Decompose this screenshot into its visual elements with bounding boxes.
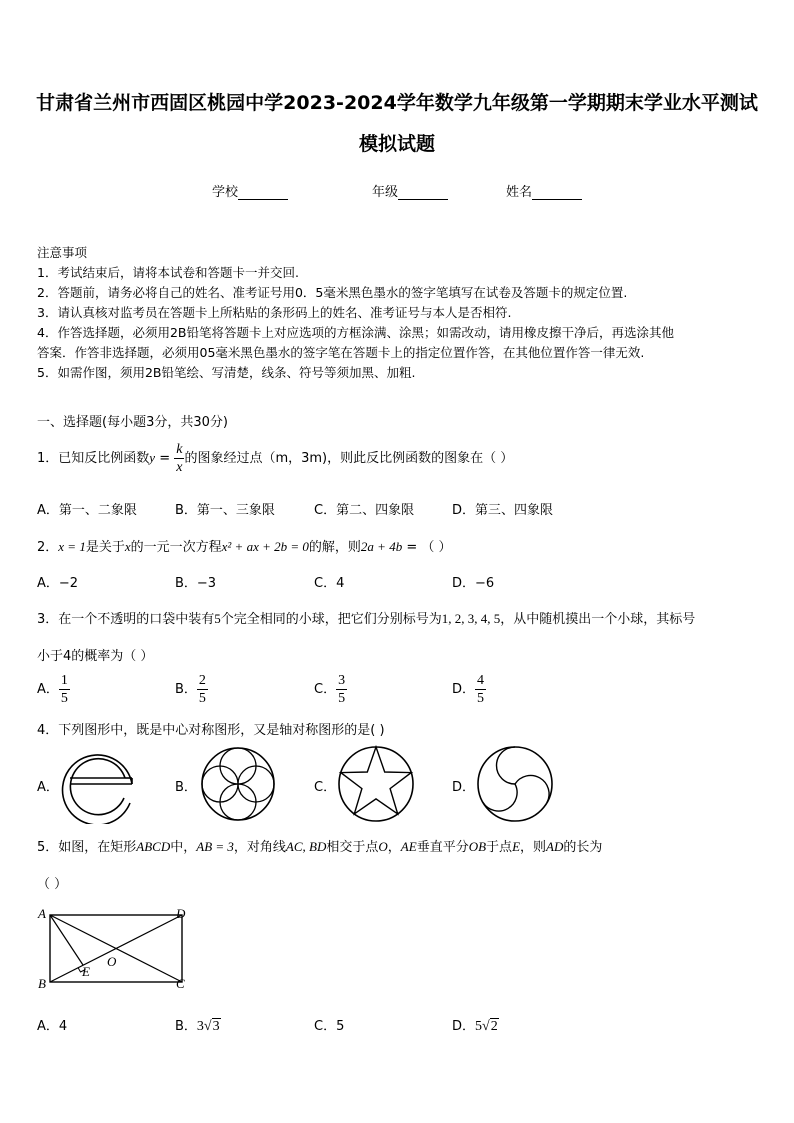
q4d-swirl-1 <box>497 747 516 784</box>
q3-b-num: 2 <box>198 673 206 688</box>
q5-diag: AC, BD <box>285 839 327 854</box>
q5-d-coef: 5 <box>475 1019 483 1034</box>
q2-mid2: 的一元一次方程 <box>130 540 222 555</box>
q3-option-a-label: A． <box>37 682 59 697</box>
q5-text: 相交于点 <box>326 840 379 855</box>
q5-rectangle-figure <box>36 904 196 992</box>
q5-label-e: E <box>82 964 90 979</box>
q1-option-b: B．第一、三象限 <box>175 503 275 518</box>
q5-label-a: A <box>38 906 46 921</box>
q3-a-num: 1 <box>60 673 68 688</box>
q5-label-o: O <box>107 954 117 969</box>
q4b-petal-bottom <box>220 784 256 820</box>
q4-option-c-label: C． <box>314 780 337 795</box>
q3-b-den: 5 <box>198 691 206 706</box>
q4-option-a-label: A． <box>37 780 59 795</box>
q5-ad: AD <box>546 839 564 854</box>
q4-option-d-label: D． <box>452 780 476 795</box>
q2-equation: x² + ax + 2b = 0 <box>221 539 309 554</box>
q5-b-rad: 3 <box>212 1019 220 1034</box>
q5-option-c-value: 5 <box>336 1019 345 1034</box>
notes-item: 5．如需作图，须用2B铅笔绘、写清楚，线条、符号等须加黑、加粗. <box>37 365 416 380</box>
q2-option-a: A．−2 <box>37 576 79 591</box>
notes-item: 2．答题前，请务必将自己的姓名、准考证号用0．5毫米黑色墨水的签字笔填写在试卷及答题卡的规定位置. <box>37 285 628 300</box>
q3-five: 5 <box>214 611 221 626</box>
q2-post: = （ ） <box>402 540 452 555</box>
q2-mid1: 是关于 <box>85 540 125 555</box>
name-label: 姓名 <box>506 185 533 200</box>
question-1 <box>37 441 513 476</box>
notes-item: 4．作答选择题，必须用2B铅笔将答题卡上对应选项的方框涂满、涂黑；如需改动，请用橡皮擦干净后，再选涂其他 <box>37 325 674 340</box>
q5-option-d-label: D． <box>452 1019 476 1034</box>
q4-figure-c <box>336 744 416 824</box>
q3-option-b <box>175 672 208 707</box>
q5-text: 的长为 <box>563 840 603 855</box>
q2-expr: 2a + 4b <box>360 539 403 554</box>
notes-block <box>37 243 674 383</box>
q5-text: 于点 <box>486 840 513 855</box>
q3-option-c-label: C． <box>314 682 337 697</box>
q1-num: k <box>176 442 183 457</box>
q5-text: ， <box>387 840 401 855</box>
notes-item: 答案．作答非选择题，必须用05毫米黑色墨水的签字笔在答题卡上的指定位置作答，在其他位置作答一律无效. <box>37 345 645 360</box>
q1-y: y <box>149 450 156 465</box>
q5-d-rad: 2 <box>490 1019 498 1034</box>
q5-e: E <box>512 839 521 854</box>
q5-label-c: C <box>176 976 185 991</box>
q3-d-den: 5 <box>477 691 485 706</box>
q3-nums: 1, 2, 3, 4, 5 <box>441 611 501 626</box>
q4b-petal-top <box>220 748 256 784</box>
q5-segment-ae <box>50 915 83 965</box>
q5-text: 垂直平分 <box>416 840 469 855</box>
q2-cond: x = 1 <box>58 539 86 554</box>
q3-option-b-fraction <box>197 672 208 707</box>
q1-den: x <box>176 460 183 475</box>
question-5-line1 <box>37 836 602 855</box>
q2-var: x <box>124 539 131 554</box>
question-3-line1 <box>37 608 695 627</box>
q3-c-den: 5 <box>338 691 346 706</box>
q2-option-c: C．4 <box>314 576 345 591</box>
q4c-circle <box>339 747 413 821</box>
q4-figure-d <box>474 744 556 824</box>
q5-option-b <box>175 1015 221 1035</box>
q3-line1a: 3．在一个不透明的口袋中装有 <box>37 612 215 627</box>
q1-option-d: D．第三、四象限 <box>452 503 554 518</box>
q3-a-den: 5 <box>60 691 68 706</box>
q5-ab: AB = 3 <box>196 839 234 854</box>
q3-option-d-fraction <box>475 672 486 707</box>
q1-pre: 1．已知反比例函数 <box>37 451 150 466</box>
q3-line1b: 个完全相同的小球，把它们分别标号为 <box>220 612 442 627</box>
section-heading: 一、选择题(每小题3分，共30分) <box>37 415 228 430</box>
school-field <box>212 181 288 200</box>
q5-option-c <box>314 1015 344 1034</box>
question-2 <box>37 536 452 555</box>
q3-option-a <box>37 672 70 707</box>
q1-fraction <box>174 441 184 476</box>
q4d-swirl-2 <box>515 775 549 802</box>
q5-ae: AE <box>400 839 417 854</box>
q5-rect: ABCD <box>136 839 171 854</box>
q4-option-b-label: B． <box>175 780 197 795</box>
paper-title-line2: 模拟试题 <box>358 133 435 155</box>
q1-post: 的图象经过点（m，3m)，则此反比例函数的图象在（ ） <box>184 451 514 466</box>
q5-o: O <box>378 839 388 854</box>
q3-option-d <box>452 672 486 707</box>
q5-label-d: D <box>176 906 186 921</box>
q1-option-c: C．第二、四象限 <box>314 503 415 518</box>
name-field <box>506 181 582 200</box>
q5-option-a-value: 4 <box>58 1019 68 1034</box>
q3-d-num: 4 <box>477 673 485 688</box>
notes-heading: 注意事项 <box>37 245 88 260</box>
q5-ob: OB <box>468 839 487 854</box>
q3-option-d-label: D． <box>452 682 476 697</box>
grade-field <box>372 181 448 200</box>
q4-figure-b <box>199 744 277 824</box>
school-label: 学校 <box>212 185 239 200</box>
q4a-outer-arc <box>63 755 132 824</box>
q2-option-d: D．−6 <box>452 576 495 591</box>
q1-eq: = <box>155 451 175 466</box>
q5-option-a <box>37 1015 67 1034</box>
q1-option-a: A．第一、二象限 <box>37 503 137 518</box>
q4b-petal-right <box>238 766 274 802</box>
name-blank <box>532 187 582 200</box>
q2-mid3: 的解，则 <box>308 540 361 555</box>
q2-pre: 2． <box>37 540 59 555</box>
q5-option-c-label: C． <box>314 1019 337 1034</box>
grade-label: 年级 <box>372 185 399 200</box>
question-4: 4．下列图形中，既是中心对称图形，又是轴对称图形的是( ) <box>37 723 385 738</box>
q5-text: ，对角线 <box>233 840 286 855</box>
q5-text: 中， <box>170 840 197 855</box>
q2-option-b: B．−3 <box>175 576 217 591</box>
q5-option-d-value: 5√2 <box>475 1019 498 1034</box>
q3-option-c <box>314 672 347 707</box>
q5-option-b-value: 3√3 <box>196 1019 220 1034</box>
q5-b-coef: 3 <box>196 1019 204 1034</box>
q5-text: ，则 <box>520 840 547 855</box>
notes-item: 1．考试结束后，请将本试卷和答题卡一并交回. <box>37 265 299 280</box>
q4b-petal-left <box>202 766 238 802</box>
paper-title-line1: 甘肃省兰州市西固区桃园中学2023-2024学年数学九年级第一学期期末学业水平测试 <box>36 92 758 114</box>
q4d-swirl-3 <box>483 784 517 811</box>
school-blank <box>238 187 288 200</box>
notes-item: 3．请认真核对监考员在答题卡上所粘贴的条形码上的姓名、准考证号与本人是否相符. <box>37 305 512 320</box>
q5-option-a-label: A． <box>37 1019 59 1034</box>
q5-option-b-label: B． <box>175 1019 197 1034</box>
question-5-line2: （ ） <box>37 877 68 892</box>
q5-text: 5．如图，在矩形 <box>37 840 137 855</box>
q5-label-b: B <box>38 976 46 991</box>
question-3-line2: 小于4的概率为（ ） <box>37 649 154 664</box>
q3-option-c-fraction <box>336 672 347 707</box>
q4a-inner-arc <box>70 759 125 815</box>
q3-option-a-fraction <box>59 672 70 707</box>
q3-c-num: 3 <box>338 673 346 688</box>
grade-blank <box>398 187 448 200</box>
q5-option-d <box>452 1015 499 1035</box>
q3-line1c: ，从中随机摸出一个小球，其标号 <box>500 612 696 627</box>
q4-figure-a <box>58 744 140 824</box>
q3-option-b-label: B． <box>175 682 197 697</box>
